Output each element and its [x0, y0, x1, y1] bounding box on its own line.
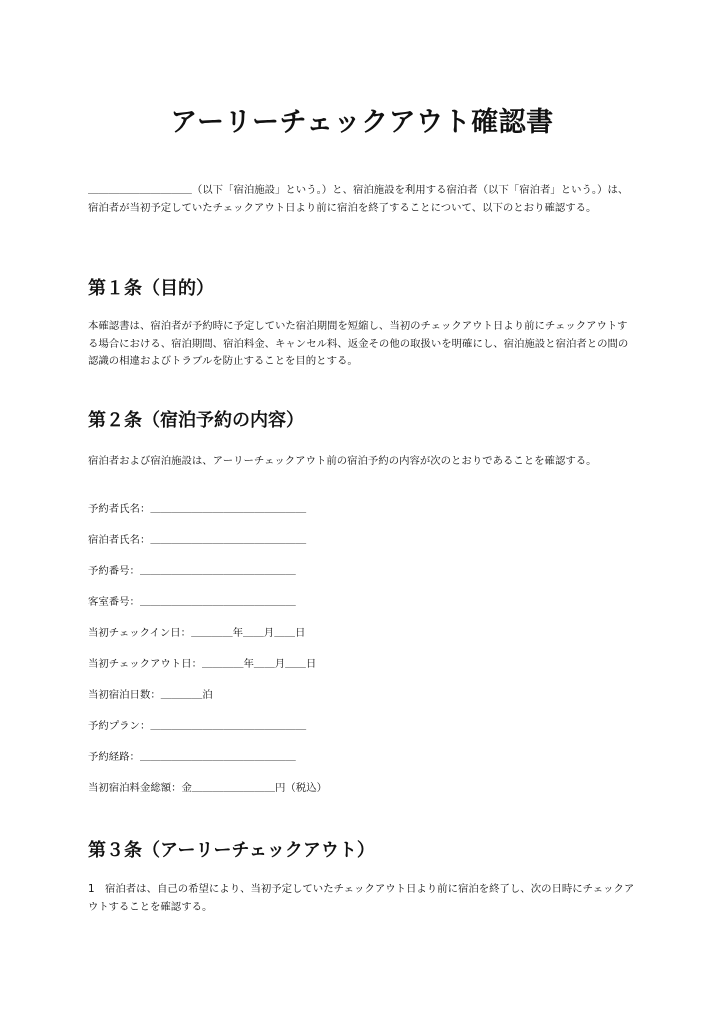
field-original-checkin-date: 当初チェックイン日：＿＿＿＿年＿＿月＿＿日 [88, 627, 306, 639]
article-2-body: 宿泊者および宿泊施設は、アーリーチェックアウト前の宿泊予約の内容が次のとおりであることを確認する。 [88, 455, 597, 467]
field-booking-channel: 予約経路：＿＿＿＿＿＿＿＿＿＿＿＿＿＿＿ [88, 751, 296, 763]
field-reservation-number: 予約番号：＿＿＿＿＿＿＿＿＿＿＿＿＿＿＿ [88, 565, 296, 577]
field-original-nights: 当初宿泊日数：＿＿＿＿泊 [88, 689, 213, 701]
field-original-total-fee: 当初宿泊料金総額：金＿＿＿＿＿＿＿＿円（税込） [88, 782, 327, 794]
article-2-heading: 第２条（宿泊予約の内容） [88, 410, 304, 431]
article-1-body: 本確認書は、宿泊者が予約時に予定していた宿泊期間を短縮し、当初のチェックアウト日より前にチェックアウトする場合における、宿泊期間、宿泊料金、キャンセル料、返金その他の取扱いを明確にし、宿泊施設と宿泊者との間の認識の相違およびトラブルを防止することを目的とする。 [88, 320, 629, 367]
field-room-number: 客室番号：＿＿＿＿＿＿＿＿＿＿＿＿＿＿＿ [88, 596, 296, 608]
field-booker-name: 予約者氏名：＿＿＿＿＿＿＿＿＿＿＿＿＿＿＿ [88, 503, 307, 515]
article-3-body: 1 宿泊者は、自己の希望により、当初予定していたチェックアウト日より前に宿泊を終了し、次の日時にチェックアウトすることを確認する。 [88, 883, 635, 913]
field-original-checkout-date: 当初チェックアウト日：＿＿＿＿年＿＿月＿＿日 [88, 658, 317, 670]
field-reservation-plan: 予約プラン：＿＿＿＿＿＿＿＿＿＿＿＿＿＿＿ [88, 720, 307, 732]
article-3-heading: 第３条（アーリーチェックアウト） [88, 840, 375, 861]
intro-paragraph: ＿＿＿＿＿＿＿＿＿＿（以下「宿泊施設」という。）と、宿泊施設を利用する宿泊者（以下「宿泊者」という。）は、宿泊者が当初予定していたチェックアウト日より前に宿泊を終了することについて、以下のとおり確認する。 [88, 184, 629, 214]
field-guest-name: 宿泊者氏名：＿＿＿＿＿＿＿＿＿＿＿＿＿＿＿ [88, 534, 307, 546]
document-title: アーリーチェックアウト確認書 [170, 107, 554, 138]
article-1-heading: 第１条（目的） [88, 278, 214, 299]
